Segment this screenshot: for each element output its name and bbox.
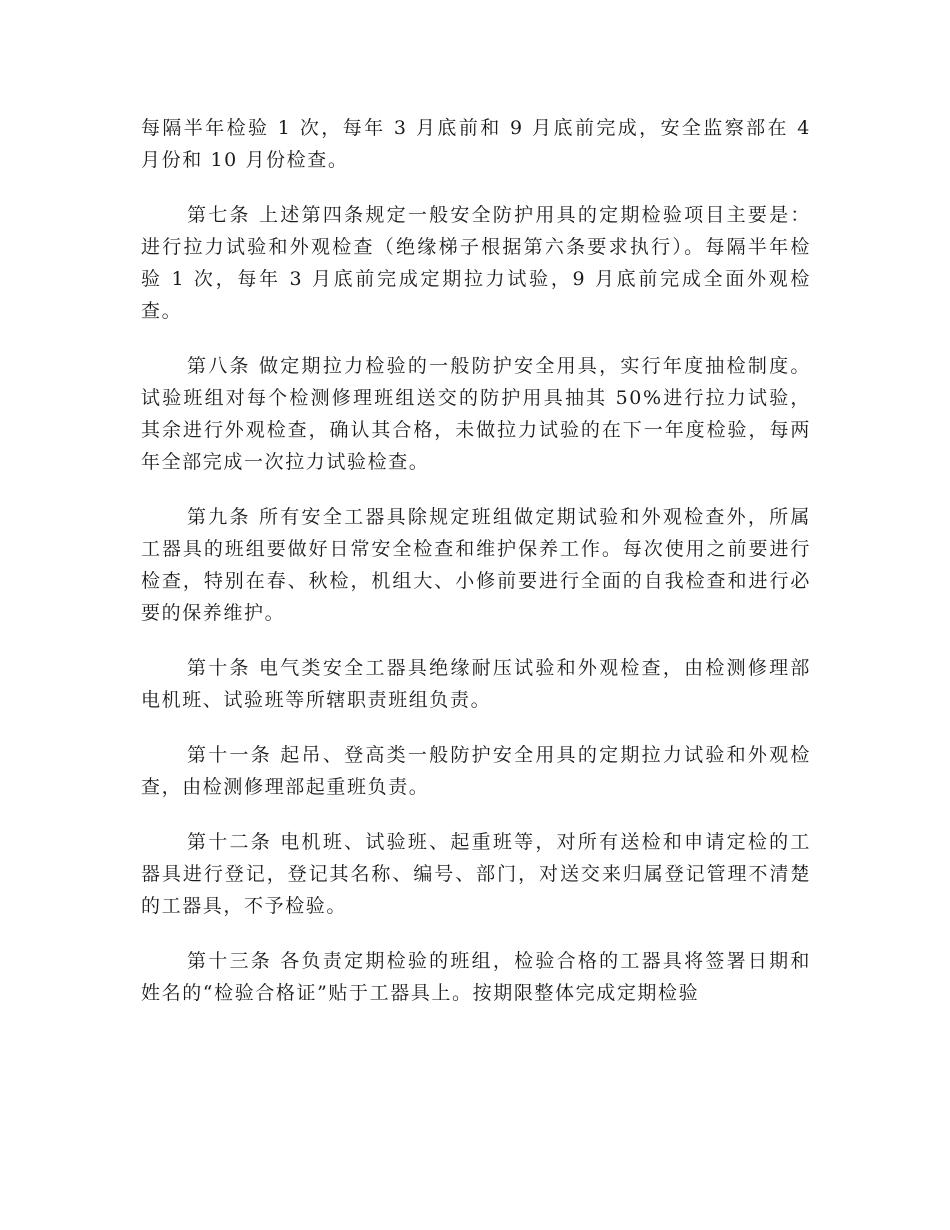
- paragraph-article-11: 第十一条 起吊、登高类一般防护安全用具的定期拉力试验和外观检查，由检测修理部起重班负责。: [141, 744, 811, 798]
- paragraph-continuation: 每隔半年检验 1 次，每年 3 月底前和 9 月底前完成，安全监察部在 4 月份和 10 月份检查。: [141, 117, 811, 171]
- paragraph-article-7: 第七条 上述第四条规定一般安全防护用具的定期检验项目主要是：进行拉力试验和外观检查（绝缘梯子根据第六条要求执行）。每隔半年检验 1 次，每年 3 月底前完成定期拉力试验，9 月底前完成全面外观检查。: [141, 204, 811, 322]
- paragraph-article-10: 第十条 电气类安全工器具绝缘耐压试验和外观检查，由检测修理部电机班、试验班等所辖职责班组负责。: [141, 657, 811, 711]
- paragraph-article-13: 第十三条 各负责定期检验的班组，检验合格的工器具将签署日期和姓名的“检验合格证”贴于工器具上。按期限整体完成定期检验: [141, 950, 811, 1004]
- paragraph-article-8: 第八条 做定期拉力检验的一般防护安全用具，实行年度抽检制度。试验班组对每个检测修理班组送交的防护用具抽其 50%进行拉力试验，其余进行外观检查，确认其合格，未做拉力试验的在下一年度检验，每两年全部完成一次拉力试验检查。: [141, 355, 811, 473]
- paragraph-article-9: 第九条 所有安全工器具除规定班组做定期试验和外观检查外，所属工器具的班组要做好日常安全检查和维护保养工作。每次使用之前要进行检查，特别在春、秋检，机组大、小修前要进行全面的自我检查和进行必要的保养维护。: [141, 506, 811, 624]
- paragraph-article-12: 第十二条 电机班、试验班、起重班等，对所有送检和申请定检的工器具进行登记，登记其名称、编号、部门，对送交来归属登记管理不清楚的工器具，不予检验。: [141, 831, 811, 917]
- document-body: [141, 112, 811, 1032]
